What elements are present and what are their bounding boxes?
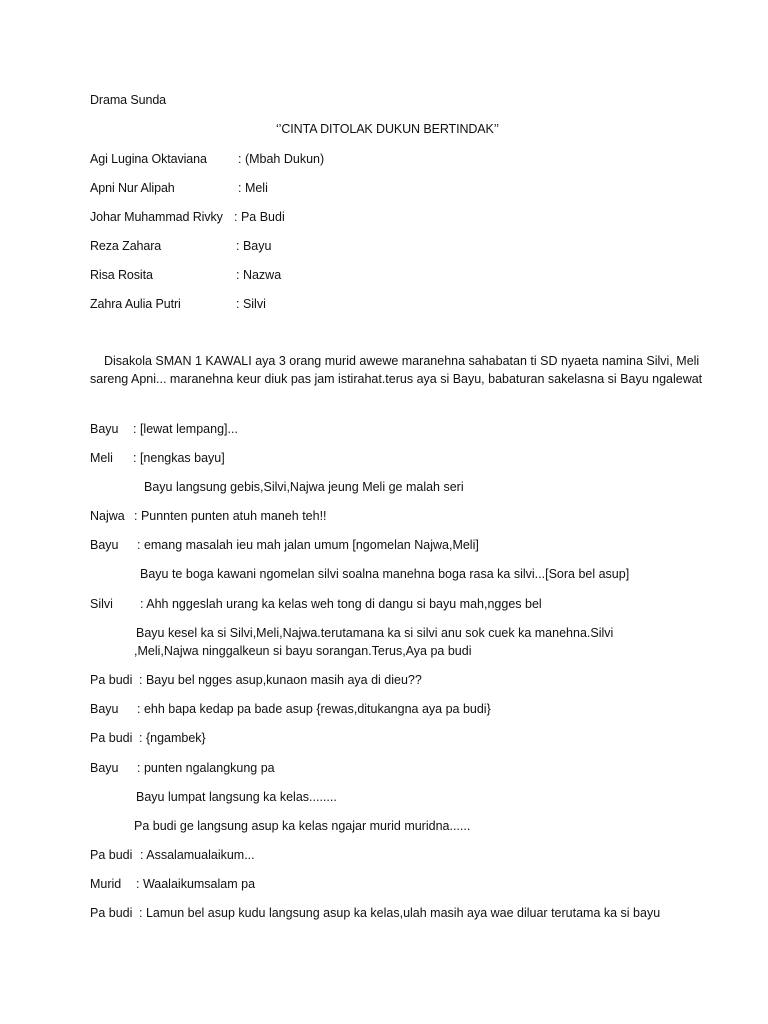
dialogue-line — [90, 877, 255, 891]
dialogue-text: : [nengkas bayu] — [133, 451, 225, 465]
speaker-name: Bayu — [90, 422, 119, 436]
stage-direction: Bayu te boga kawani ngomelan silvi soalna manehna boga rasa ka silvi...[Sora bel asup] — [140, 567, 630, 581]
speaker-name: Pa budi — [90, 848, 133, 862]
cast-actor: Zahra Aulia Putri — [90, 297, 181, 311]
dialogue-text: : Bayu bel ngges asup,kunaon masih aya di dieu?? — [139, 673, 422, 687]
document-header: Drama Sunda — [90, 93, 167, 107]
speaker-name: Silvi — [90, 597, 113, 611]
intro-paragraph — [90, 352, 710, 388]
speaker-name: Bayu — [90, 761, 119, 775]
dialogue-text: : Lamun bel asup kudu langsung asup ka kelas,ulah masih aya wae diluar terutama ka si bayu — [139, 906, 661, 920]
dialogue-line — [90, 848, 255, 862]
speaker-name: Pa budi — [90, 673, 133, 687]
dialogue-line — [90, 673, 422, 687]
dialogue-line — [90, 761, 275, 775]
cast-actor: Johar Muhammad Rivky — [90, 210, 223, 224]
stage-direction: Bayu kesel ka si Silvi,Meli,Najwa.terutamana ka si silvi anu sok cuek ka manehna.Silvi — [136, 626, 614, 640]
stage-direction: Bayu langsung gebis,Silvi,Najwa jeung Meli ge malah seri — [144, 480, 464, 494]
speaker-name: Meli — [90, 451, 113, 465]
cast-actor: Apni Nur Alipah — [90, 181, 175, 195]
dialogue-text: : punten ngalangkung pa — [137, 761, 275, 775]
stage-direction: Bayu lumpat langsung ka kelas........ — [136, 790, 337, 804]
dialogue-text: : Waalaikumsalam pa — [136, 877, 256, 891]
stage-direction: ,Meli,Najwa ninggalkeun si bayu sorangan.Terus,Aya pa budi — [134, 644, 472, 658]
speaker-name: Najwa — [90, 509, 125, 523]
cast-role: : (Mbah Dukun) — [238, 152, 325, 166]
cast-actor: Reza Zahara — [90, 239, 162, 253]
stage-direction: Pa budi ge langsung asup ka kelas ngajar murid muridna...... — [134, 819, 471, 833]
dialogue-line — [90, 702, 491, 716]
dialogue-line — [90, 906, 660, 920]
dialogue-text: : {ngambek} — [139, 731, 206, 745]
dialogue-line — [90, 509, 327, 523]
speaker-name: Bayu — [90, 702, 119, 716]
dialogue-line — [90, 538, 479, 552]
cast-role: : Meli — [238, 181, 268, 195]
dialogue-text: : Assalamualaikum... — [140, 848, 255, 862]
cast-actor: Agi Lugina Oktaviana — [90, 152, 207, 166]
dialogue-text: : ehh bapa kedap pa bade asup {rewas,ditukangna aya pa budi} — [137, 702, 491, 716]
drama-title: ‘’CINTA DITOLAK DUKUN BERTINDAK’’ — [276, 122, 499, 136]
speaker-name: Pa budi — [90, 906, 133, 920]
cast-role: : Pa Budi — [234, 210, 285, 224]
dialogue-line — [90, 451, 225, 465]
intro-text: Disakola SMAN 1 KAWALI aya 3 orang murid awewe maranehna sahabatan ti SD nyaeta namina Silvi, Meli sareng Apni... maranehna keur diuk pas jam istirahat.terus aya si Bayu, babaturan sakelasna si Bayu ngalewat — [90, 354, 703, 386]
speaker-name: Bayu — [90, 538, 119, 552]
dialogue-text: : emang masalah ieu mah jalan umum [ngomelan Najwa,Meli] — [137, 538, 479, 552]
dialogue-text: : Punnten punten atuh maneh teh!! — [134, 509, 327, 523]
dialogue-text: : [lewat lempang]... — [133, 422, 238, 436]
dialogue-text: : Ahh nggeslah urang ka kelas weh tong di dangu si bayu mah,ngges bel — [140, 597, 542, 611]
dialogue-line — [90, 597, 542, 611]
cast-role: : Nazwa — [236, 268, 282, 282]
dialogue-line — [90, 731, 206, 745]
cast-actor: Risa Rosita — [90, 268, 153, 282]
cast-role: : Bayu — [236, 239, 272, 253]
cast-role: : Silvi — [236, 297, 266, 311]
speaker-name: Murid — [90, 877, 122, 891]
dialogue-line — [90, 422, 238, 436]
speaker-name: Pa budi — [90, 731, 133, 745]
